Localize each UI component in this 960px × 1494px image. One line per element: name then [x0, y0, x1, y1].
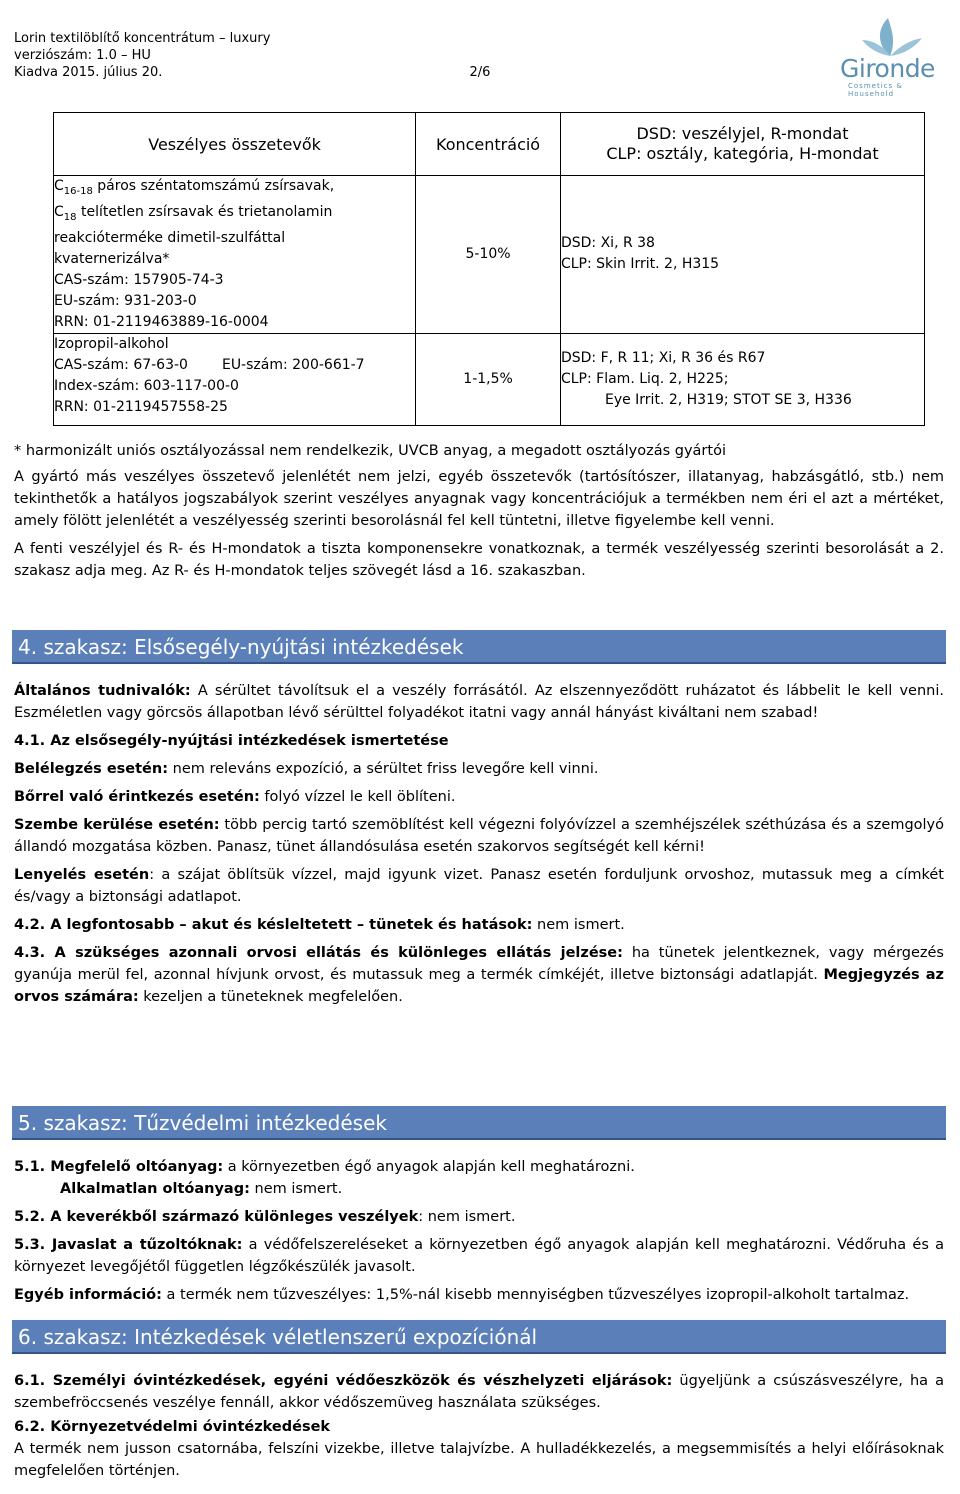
subheading-5-3: [14, 1234, 944, 1278]
text: ha tünetek jelentkeznek, vagy mérgezés gyanúja merül fel, azonnal hívjunk orvost, és mutassuk meg a termék címkéjét, illetve biztonsági adatlapját.: [14, 945, 944, 983]
label: Egyéb információ:: [14, 1287, 162, 1303]
label: Szembe kerülése esetén:: [14, 817, 220, 833]
eu-number: EU-szám: 200-661-7: [221, 356, 365, 373]
table-row: [54, 333, 925, 425]
ingredient-cell: [54, 333, 416, 425]
ingredient-line: Izopropil-alkohol: [54, 335, 169, 352]
eye-contact: [14, 814, 944, 858]
environmental-text: A termék nem jusson csatornába, felszíni vizekbe, illetve talajvízbe. A hulladékkezelés, a megsemmisítés a helyi előírásoknak megfelelően történjen.: [14, 1441, 944, 1479]
company-logo: [826, 16, 952, 96]
text: nem ismert.: [249, 1181, 343, 1197]
subheading-4-3: [14, 942, 944, 1008]
rrn-number: RRN: 01-2119463889-16-0004: [54, 313, 269, 330]
section-6-body: [14, 1370, 944, 1482]
document-header: [14, 30, 270, 81]
section-4-heading: 4. szakasz: Elsősegély-nyújtási intézkedések: [12, 630, 946, 664]
section-6-heading: 6. szakasz: Intézkedések véletlenszerű expozíciónál: [12, 1320, 946, 1354]
subheading-5-1: [14, 1156, 944, 1178]
subheading-5-2: [14, 1206, 944, 1228]
ingredient-text: páros széntatomszámú zsírsavak,: [92, 178, 335, 194]
text: : a szájat öblítsük vízzel, majd igyunk vizet. Panasz esetén forduljunk orvoshoz, mutassuk meg a címkét és/vagy a biztonsági adatlapot.: [14, 867, 944, 905]
harmonized-note: * harmonizált uniós osztályozással nem rendelkezik, UVCB anyag, a megadott osztályozás gyártói: [14, 443, 726, 459]
header-components: Veszélyes összetevők: [54, 113, 416, 176]
logo-subtitle: Cosmetics & Household: [848, 82, 903, 98]
index-number: Index-szám: 603-117-00-0: [54, 377, 239, 394]
subheading-6-1: [14, 1370, 944, 1414]
ingredient-line: [54, 202, 415, 228]
ingredient-line: reakcióterméke dimetil-szulfáttal: [54, 229, 286, 246]
other-info: [14, 1284, 944, 1306]
issue-date: Kiadva 2015. július 20.: [14, 65, 163, 80]
text: A sérültet távolítsuk el a veszély forrásától. Az elszennyeződött ruházatot és lábbelit le kell venni. Eszméletlen vagy görcsös állapotban lévő sérülttel folyadékot itatni vagy annál hányást kiváltani nem szabad!: [14, 683, 944, 721]
label: 6.1. Személyi óvintézkedések, egyéni védőeszközök és vészhelyzeti eljárások:: [14, 1373, 673, 1389]
clp-classification: CLP: Skin Irrit. 2, H315: [560, 256, 720, 273]
ingredient-line: [54, 355, 415, 376]
label: Bőrrel való érintkezés esetén:: [14, 789, 260, 805]
text: : nem ismert.: [418, 1209, 516, 1225]
section-5-heading: 5. szakasz: Tűzvédelmi intézkedések: [12, 1106, 946, 1140]
label: Lenyelés esetén: [14, 867, 150, 883]
chem-symbol: C: [54, 203, 64, 220]
chem-symbol: C: [54, 178, 64, 194]
table-header-row: [54, 113, 925, 176]
text: a védőfelszereléseket a környezetben égő anyagok alapján kell meghatározni. Védőruha és a környezet levegőjétől független légzőkészülék javasolt.: [14, 1237, 944, 1275]
concentration-cell: 5-10%: [416, 176, 561, 334]
ingredient-text: telítetlen zsírsavak és trietanolamin: [76, 203, 333, 220]
section-4-body: [14, 680, 944, 1008]
label: 4.2. A legfontosabb – akut és késleltetett – tünetek és hatások:: [14, 917, 533, 933]
subheading-6-2: 6.2. Környezetvédelmi óvintézkedések: [14, 1419, 331, 1435]
label: Általános tudnivalók:: [14, 683, 191, 699]
page-number: 2/6: [469, 65, 491, 80]
label: 5.1. Megfelelő oltóanyag:: [14, 1159, 224, 1175]
notes-block: [14, 440, 944, 582]
text: nem releváns expozíció, a sérültet friss levegőre kell vinni.: [168, 761, 599, 777]
subheading-4-2: [14, 914, 944, 936]
hazardous-components-table: [53, 112, 925, 426]
label: Megjegyzés az orvos számára:: [14, 967, 944, 1005]
ingredient-cell: [54, 176, 416, 334]
clp-classification: CLP: Flam. Liq. 2, H225;: [560, 370, 729, 387]
dsd-classification: DSD: Xi, R 38: [560, 235, 655, 252]
table-row: [54, 176, 925, 334]
text: folyó vízzel le kell öblíteni.: [259, 789, 456, 805]
label: 4.3. A szükséges azonnali orvosi ellátás és különleges ellátás jelzése:: [14, 945, 623, 961]
header-clp: CLP: osztály, kategória, H-mondat: [606, 144, 879, 163]
text: ügyeljünk a csúszásveszélyre, ha a szembefröccsenés veszélye fennáll, akkor védőszemüveg használata szükséges.: [14, 1373, 944, 1411]
cas-number: CAS-szám: 157905-74-3: [54, 271, 224, 288]
label: Belélegzés esetén:: [14, 761, 169, 777]
subheading-4-1: 4.1. Az elsősegély-nyújtási intézkedések ismertetése: [14, 733, 449, 749]
clp-classification-cont: Eye Irrit. 2, H319; STOT SE 3, H336: [604, 391, 852, 408]
label: 5.3. Javaslat a tűzoltóknak:: [14, 1237, 243, 1253]
skin-contact: [14, 786, 944, 808]
dsd-classification: DSD: F, R 11; Xi, R 36 és R67: [560, 349, 766, 366]
r-h-note: A fenti veszélyjel és R- és H-mondatok a tiszta komponensekre vonatkoznak, a termék veszélyesség szerinti besorolását a 2. szakasz adja meg. Az R- és H-mondatok teljes szövegét lásd a 16. szakaszban.: [14, 541, 944, 579]
chem-subscript: 18: [63, 211, 77, 223]
header-classification: [560, 113, 924, 176]
classification-cell: [560, 333, 924, 425]
classification-cell: [560, 176, 924, 334]
label: 5.2. A keverékből származó különleges veszélyek: [14, 1209, 419, 1225]
ingestion: [14, 864, 944, 908]
logo-name: Gironde: [840, 54, 935, 83]
inhalation: [14, 758, 944, 780]
text: a környezetben égő anyagok alapján kell meghatározni.: [223, 1159, 635, 1175]
general-info: [14, 680, 944, 724]
chem-subscript: 16-18: [63, 185, 93, 197]
section-5-body: [14, 1156, 944, 1306]
unsuitable-media: [14, 1178, 944, 1200]
manufacturer-note: A gyártó más veszélyes összetevő jelenlétét nem jelzi, egyéb összetevők (tartósítószer, illatanyag, habzásgátló, stb.) nem tekinthetők a hatályos jogszabályok szerint veszélyes anyagnak vagy koncentrációjuk a termékben nem éri el azt a mértéket, amely fölött jelenlétét a veszélyesség szerinti besorolásnál fel kell tüntetni, illetve figyelembe kell venni.: [14, 469, 944, 529]
text: nem ismert.: [532, 917, 625, 933]
text: több percig tartó szemöblítést kell végezni folyóvízzel a szemhéjszélek széthúzása és a szemgolyó állandó mozgatása közben. Panasz, tünet állandósulása esetén szakorvos segítségét kell kérni!: [14, 817, 944, 855]
header-dsd: DSD: veszélyjel, R-mondat: [636, 124, 849, 143]
cas-number: CAS-szám: 67-63-0: [54, 356, 188, 373]
version-label: verziószám: 1.0 – HU: [14, 48, 151, 63]
ingredient-line: kvaternerizálva*: [54, 250, 170, 267]
eu-number: EU-szám: 931-203-0: [54, 292, 197, 309]
ingredient-line: [54, 176, 415, 202]
header-concentration: Koncentráció: [416, 113, 561, 176]
text: kezeljen a tüneteknek megfelelően.: [138, 989, 403, 1005]
label: Alkalmatlan oltóanyag:: [60, 1181, 250, 1197]
product-name: Lorin textilöblítő koncentrátum – luxury: [14, 31, 271, 46]
rrn-number: RRN: 01-2119457558-25: [54, 398, 228, 415]
text: a termék nem tűzveszélyes: 1,5%-nál kisebb mennyiségben tűzveszélyes izopropil-alkoholt tartalmaz.: [161, 1287, 910, 1303]
concentration-cell: 1-1,5%: [416, 333, 561, 425]
